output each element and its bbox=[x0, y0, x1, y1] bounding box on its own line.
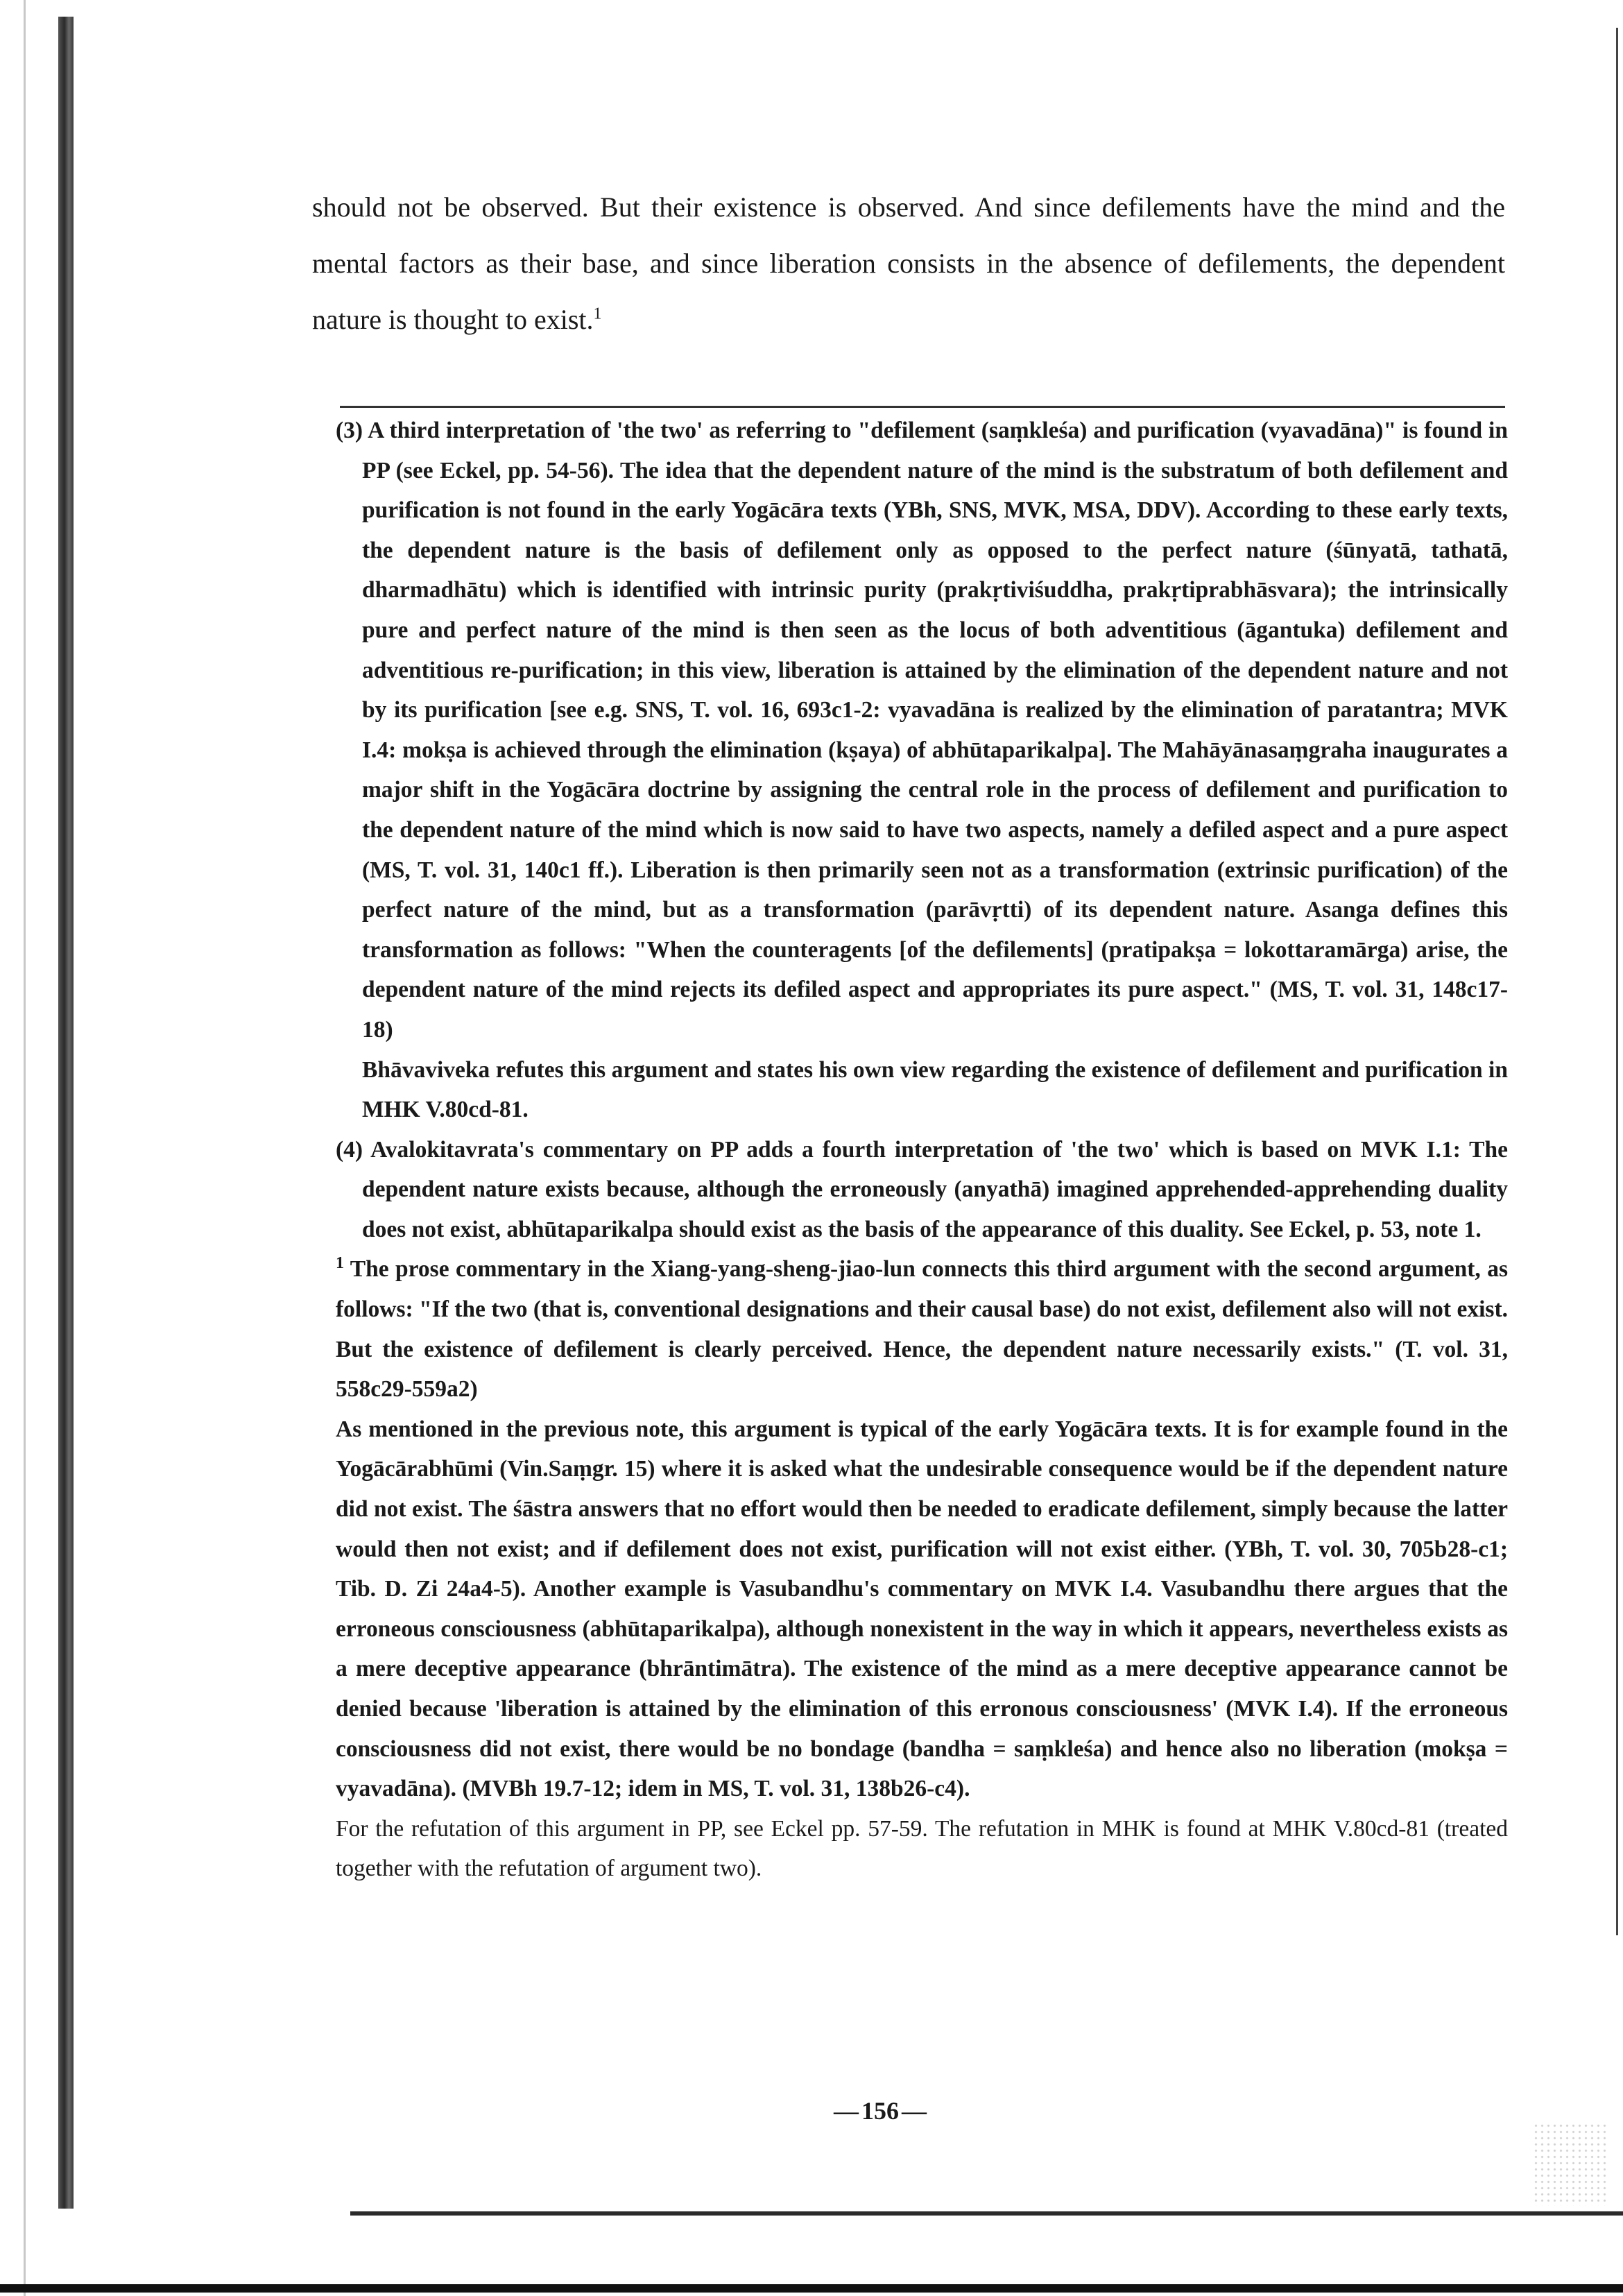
footnote-reference-1: 1 bbox=[593, 305, 602, 323]
bottom-edge-shadow bbox=[0, 2284, 1623, 2293]
page-number bbox=[832, 2096, 971, 2125]
footnote-separator-rule bbox=[340, 406, 1505, 408]
page-number-value: 156 bbox=[861, 2097, 899, 2125]
note-4-paragraph: (4) Avalokitavrata's commentary on PP adds a fourth interpretation of 'the two' which is based on MVK I.1: The dependent nature exists because, although the erroneously (anyathā) imagined apprehended-apprehending duality does not exist, abhūtaparikalpa should exist as the basis of the appearance of this duality. See Eckel, p. 53, note 1. bbox=[336, 1136, 1508, 1242]
page-number-dash-left: — bbox=[834, 2097, 859, 2125]
scan-noise-speckle bbox=[1533, 2123, 1609, 2206]
main-paragraph-text: should not be observed. But their existence is observed. And since defilements have the mind and the mental factors as their base, and since liberation consists in the absence of defilements, the dependent nature is thought to exist. bbox=[312, 191, 1505, 335]
note-3-paragraph-2: Bhāvaviveka refutes this argument and states his own view regarding the existence of defilement and purification in MHK V.80cd-81. bbox=[362, 1056, 1508, 1123]
footnote-1-paragraph-1-text: The prose commentary in the Xiang-yang-sheng-jiao-lun connects this third argument with the second argument, as follows: "If the two (that is, conventional designations and their causal base) do not exist, defilement also will not exist. But the existence of defilement is clearly perceived. Hence, the dependent nature necessarily exists." (T. vol. 31, 558c29-559a2) bbox=[336, 1256, 1508, 1403]
footnote-1-paragraph-3: For the refutation of this argument in PP, see Eckel pp. 57-59. The refutation in MHK is found at MHK V.80cd-81 (treated together with the refutation of argument two). bbox=[336, 1815, 1508, 1882]
note-3-paragraph-1: (3) A third interpretation of 'the two' as referring to "defilement (saṃkleśa) and purification (vyavadāna)" is found in PP (see Eckel, pp. 54-56). The idea that the dependent nature of the mind is the substratum of both defilement and purification is not found in the early Yogācāra texts (YBh, SNS, MVK, MSA, DDV). According to these early texts, the dependent nature is the basis of defilement only as opposed to the perfect nature (śūnyatā, tathatā, dharmadhātu) which is identified with intrinsic purity (prakṛtiviśuddha, prakṛtiprabhāsvara); the intrinsically pure and perfect nature of the mind is then seen as the locus of both adventitious (āgantuka) defilement and adventitious re-purification; in this view, liberation is attained by the elimination of the dependent nature and not by its purification [see e.g. SNS, T. vol. 16, 693c1-2: vyavadāna is realized by the elimination of paratantra; MVK I.4: mokṣa is achieved through the elimination (kṣaya) of abhūtaparikalpa]. The Mahāyānasaṃgraha inaugurates a major shift in the Yogācāra doctrine by assigning the central role in the process of defilement and purification to the dependent nature of the mind which is now said to have two aspects, namely a defiled aspect and a pure aspect (MS, T. vol. 31, 140c1 ff.). Liberation is then primarily seen not as a transformation (extrinsic purification) of the perfect nature of the mind, but as a transformation (parāvṛtti) of its dependent nature. Asanga defines this transformation as follows: "When the counteragents [of the defilements] (pratipakṣa = lokottaramārga) arise, the dependent nature of the mind rejects its defiled aspect and appropriates its pure aspect." (MS, T. vol. 31, 148c17-18) bbox=[336, 418, 1508, 1043]
page-number-dash-right: — bbox=[902, 2097, 927, 2125]
page-binding-edge bbox=[24, 0, 26, 2296]
bottom-rule bbox=[350, 2211, 1623, 2216]
scan-binding-shadow bbox=[58, 17, 74, 2209]
footnotes-block bbox=[336, 411, 1508, 1889]
main-paragraph bbox=[312, 179, 1505, 348]
footnote-1-paragraph-2: As mentioned in the previous note, this argument is typical of the early Yogācāra texts. It is for example found in the Yogācārabhūmi (Vin.Saṃgr. 15) where it is asked what the undesirable consequence would be if the dependent nature did not exist. The śāstra answers that no effort would then be needed to eradicate defilement, simply because the latter would then not exist; and if defilement does not exist, purification will not exist either. (YBh, T. vol. 30, 705b28-c1; Tib. D. Zi 24a4-5). Another example is Vasubandhu's commentary on MVK I.4. Vasubandhu there argues that the erroneous consciousness (abhūtaparikalpa), although nonexistent in the way in which it appears, nevertheless exists as a mere deceptive appearance (bhrāntimātra). The existence of the mind as a mere deceptive appearance cannot be denied because 'liberation is attained by the elimination of this erronous consciousness' (MVK I.4). If the erroneous consciousness did not exist, there would be no bondage (bandha = saṃkleśa) and hence also no liberation (mokṣa = vyavadāna). (MVBh 19.7-12; idem in MS, T. vol. 31, 138b26-c4). bbox=[336, 1416, 1508, 1802]
footnote-1-marker: 1 bbox=[336, 1254, 344, 1273]
footnote-1-paragraph-1 bbox=[336, 1249, 1508, 1409]
right-margin-rule bbox=[1616, 28, 1618, 1935]
